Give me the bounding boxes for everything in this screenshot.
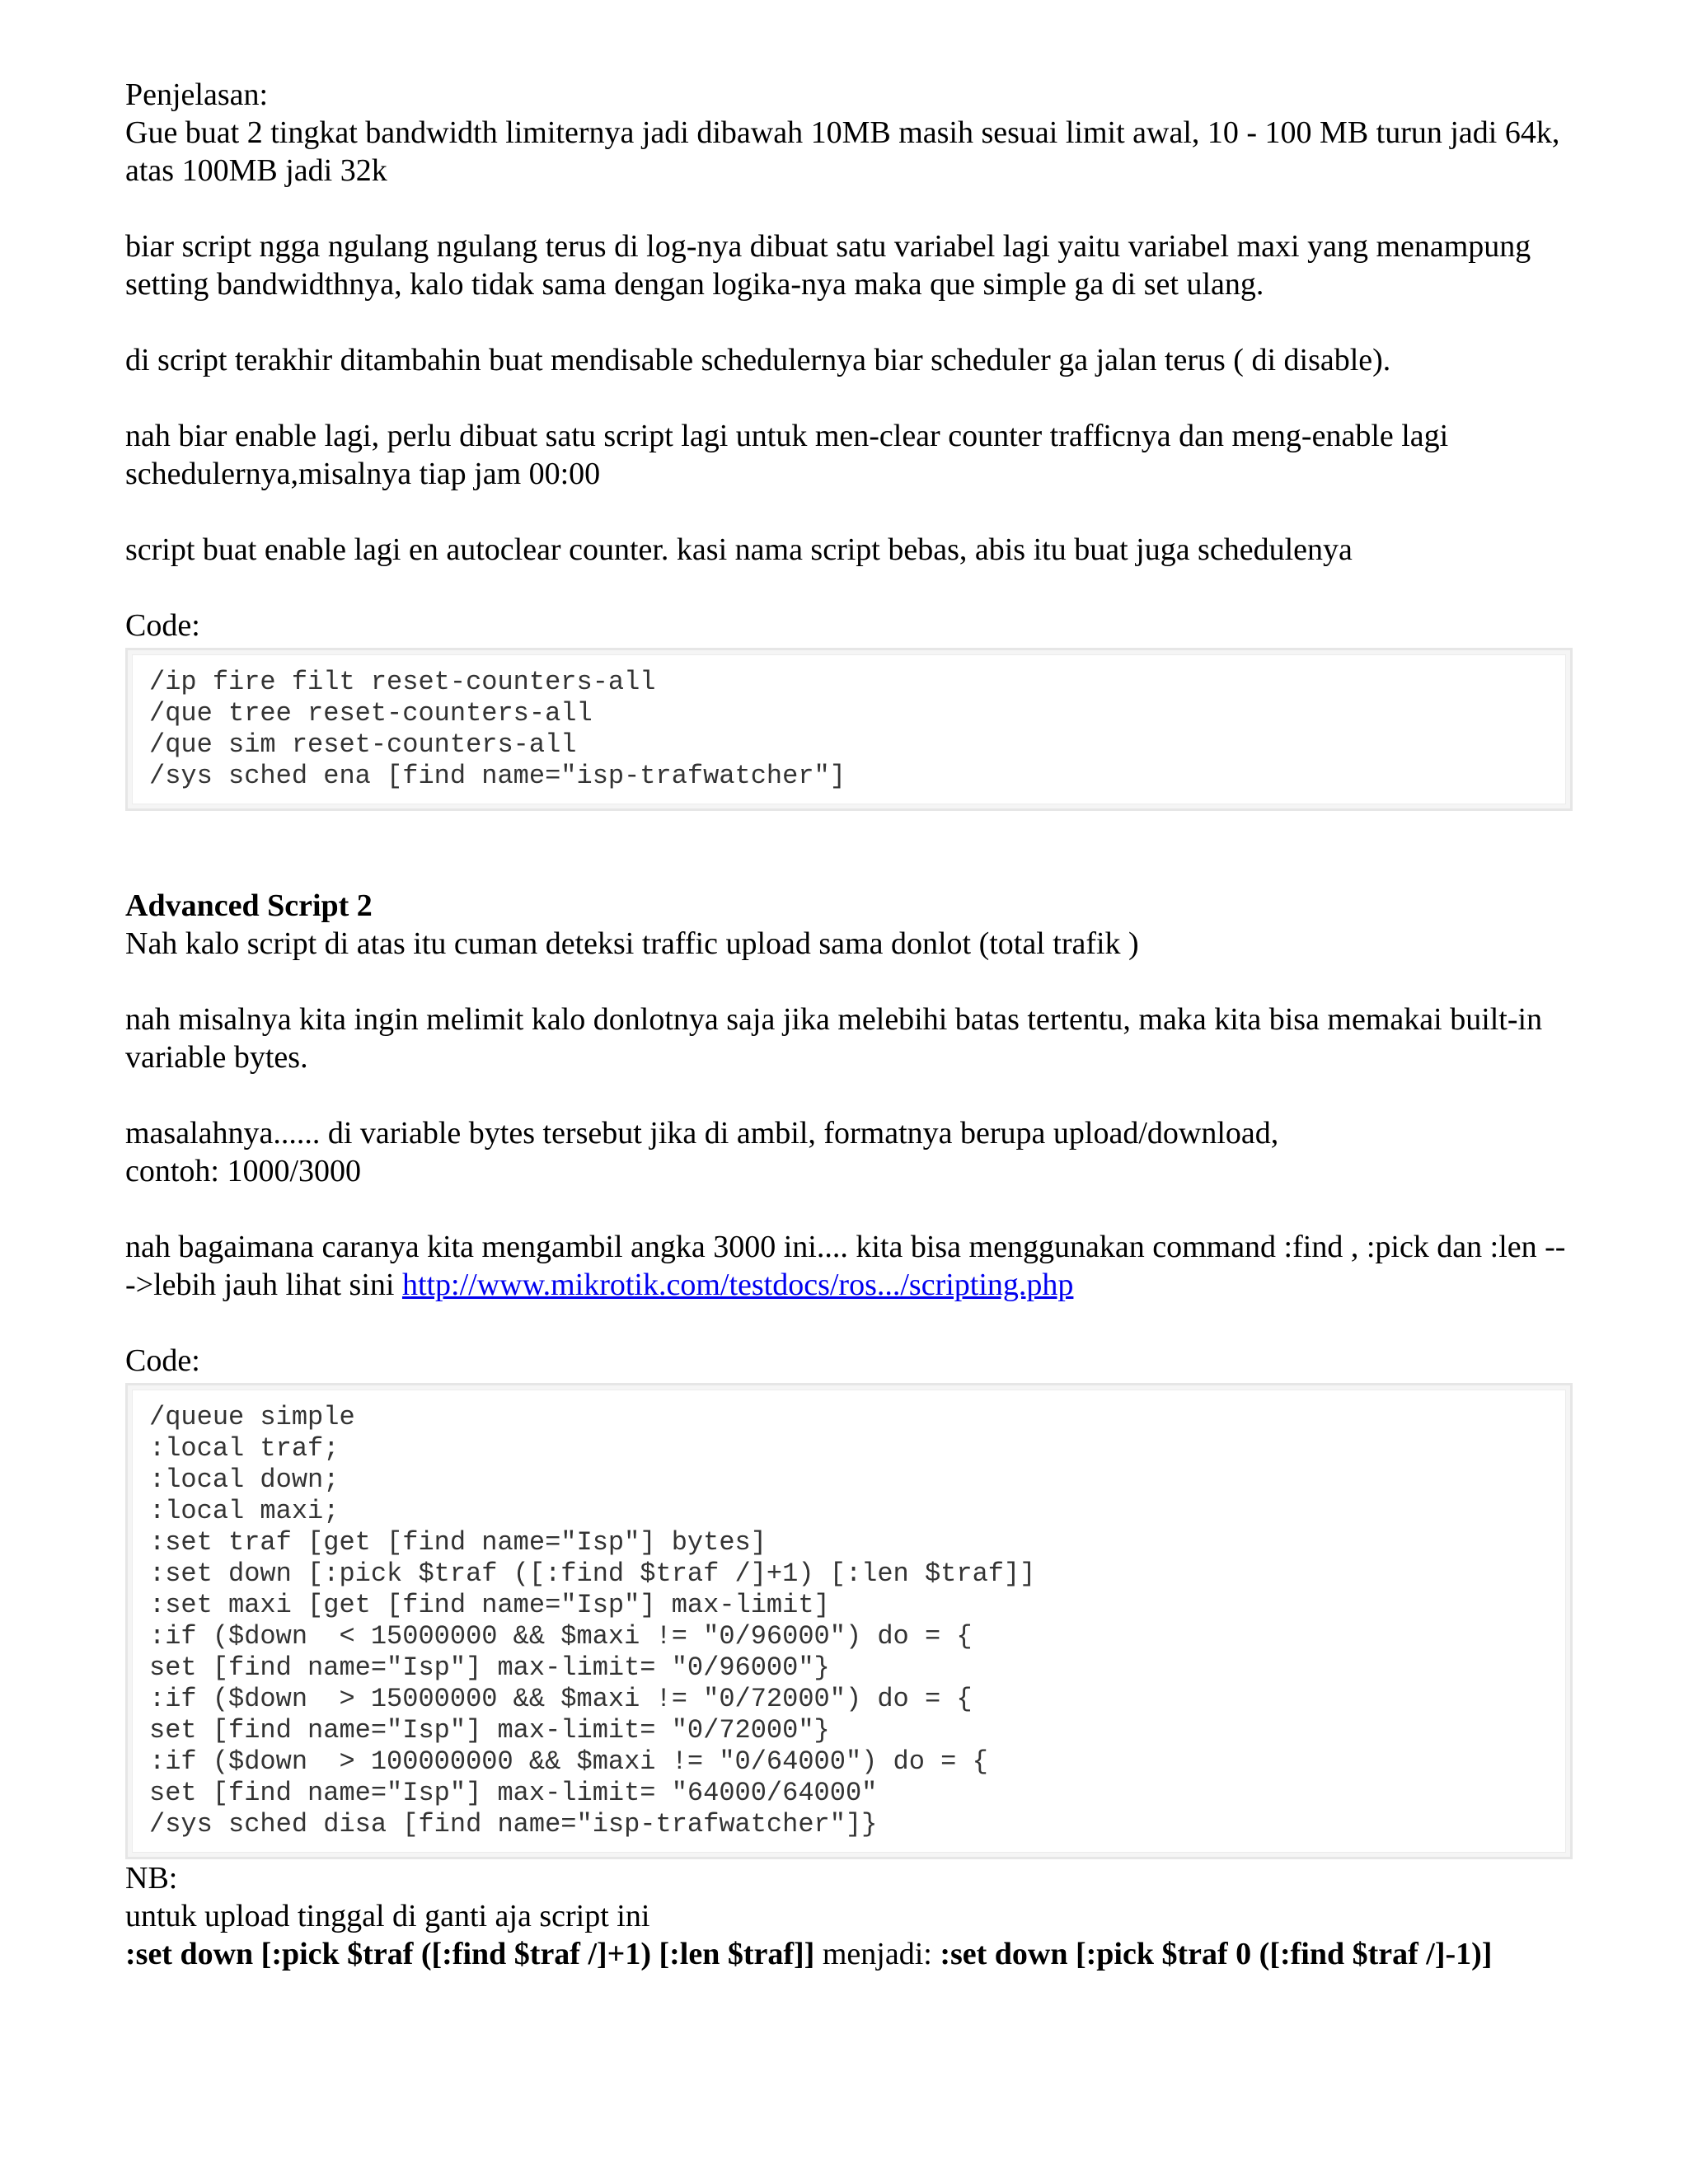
nb-middle-text: menjadi:: [814, 1937, 940, 1971]
code-line: /queue simple: [149, 1402, 355, 1432]
code-block-2: [125, 1383, 1573, 1859]
code-line: /ip fire filt reset-counters-all: [149, 667, 656, 697]
intro-label: Penjelasan:: [125, 77, 269, 112]
code-line: set [find name="Isp"] max-limit= "64000/64000": [149, 1778, 878, 1808]
code-line: :local traf;: [149, 1433, 340, 1464]
code-line: :set down [:pick $traf ([:find $traf /]+1) [:len $traf]]: [149, 1558, 1036, 1589]
intro-paragraph-5: script buat enable lagi en autoclear counter. kasi nama script bebas, abis itu buat juga schedulenya: [125, 532, 1353, 567]
code-line: /que tree reset-counters-all: [149, 698, 593, 729]
intro-paragraph-2: biar script ngga ngulang ngulang terus di log-nya dibuat satu variabel lagi yaitu variabel maxi yang menampung setting bandwidthnya, kalo tidak sama dengan logika-nya maka que simple ga di set ulang.: [125, 229, 1539, 302]
scripting-docs-link[interactable]: http://www.mikrotik.com/testdocs/ros.../scripting.php: [401, 1268, 1074, 1302]
section-paragraph-2: nah misalnya kita ingin melimit kalo donlotnya saja jika melebihi batas tertentu, maka kita bisa memakai built-in variable bytes.: [125, 1002, 1550, 1075]
nb-code-replacement: :set down [:pick $traf 0 ([:find $traf /]-1)]: [940, 1937, 1493, 1971]
code-block-1: [125, 648, 1573, 811]
nb-label: NB:: [125, 1861, 178, 1896]
code-label-1: Code:: [125, 608, 200, 643]
nb-line-1: untuk upload tinggal di ganti aja script ini: [125, 1899, 650, 1933]
code-line: /sys sched ena [find name="isp-trafwatcher"]: [149, 761, 846, 791]
code-line: set [find name="Isp"] max-limit= "0/72000"}: [149, 1715, 830, 1746]
code-line: :local maxi;: [149, 1496, 340, 1526]
code-line: :if ($down < 15000000 && $maxi != "0/96000") do = {: [149, 1621, 973, 1652]
code-line: :local down;: [149, 1465, 340, 1495]
code-line: /que sim reset-counters-all: [149, 729, 577, 760]
code-line: :set traf [get [find name="Isp"] bytes]: [149, 1527, 767, 1558]
section-paragraph-3b: contoh: 1000/3000: [125, 1154, 362, 1188]
section-paragraph-4-text: nah bagaimana caranya kita mengambil angka 3000 ini.... kita bisa menggunakan command :find , :pick dan :len --->lebih jauh lihat sini: [125, 1230, 1566, 1302]
code-line: set [find name="Isp"] max-limit= "0/96000"}: [149, 1652, 830, 1683]
code-block-1-content: [132, 654, 1566, 804]
section-spacer: [125, 811, 1576, 887]
intro-paragraph-1: Gue buat 2 tingkat bandwidth limiternya jadi dibawah 10MB masih sesuai limit awal, 10 - 100 MB turun jadi 64k, atas 100MB jadi 32k: [125, 115, 1568, 188]
code-block-2-content: [132, 1390, 1566, 1853]
nb-line-2: [125, 1935, 1576, 1973]
section-heading: Advanced Script 2: [125, 888, 373, 923]
intro-paragraph-4: nah biar enable lagi, perlu dibuat satu script lagi untuk men-clear counter trafficnya dan meng-enable lagi schedulernya,misalnya tiap jam 00:00: [125, 419, 1456, 491]
document-page: [125, 76, 1576, 1973]
nb-code-original: :set down [:pick $traf ([:find $traf /]+1) [:len $traf]]: [125, 1937, 815, 1971]
code-label-2: Code:: [125, 1343, 200, 1378]
section-paragraph-1: Nah kalo script di atas itu cuman deteksi traffic upload sama donlot (total trafik ): [125, 926, 1139, 961]
code-line: :if ($down > 100000000 && $maxi != "0/64000") do = {: [149, 1746, 988, 1777]
code-line: /sys sched disa [find name="isp-trafwatcher"]}: [149, 1809, 878, 1840]
code-line: :set maxi [get [find name="Isp"] max-limit]: [149, 1590, 830, 1620]
section-paragraph-3a: masalahnya...... di variable bytes tersebut jika di ambil, formatnya berupa upload/download,: [125, 1116, 1279, 1151]
intro-paragraph-3: di script terakhir ditambahin buat mendisable schedulernya biar scheduler ga jalan terus ( di disable).: [125, 343, 1391, 377]
section-paragraph-4: [125, 1228, 1576, 1304]
code-line: :if ($down > 15000000 && $maxi != "0/72000") do = {: [149, 1684, 973, 1714]
